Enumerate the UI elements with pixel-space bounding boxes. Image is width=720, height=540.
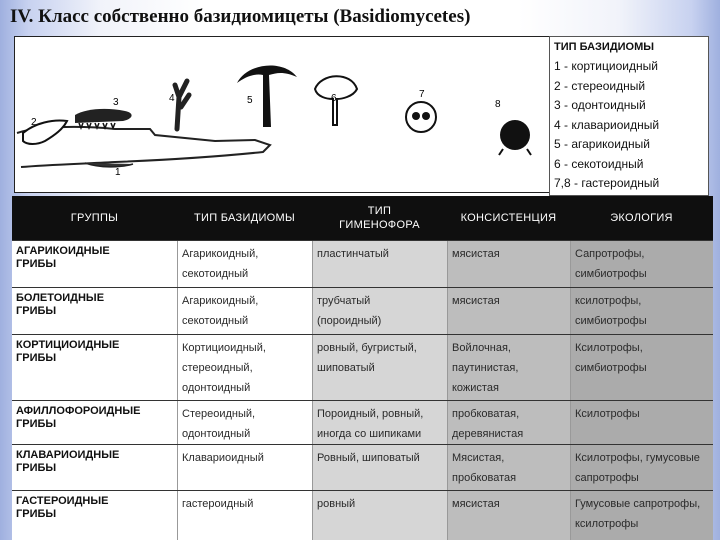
legend-item: 6 - секотоидный [554,156,644,171]
consistency-cell: Мясистая, пробковатая [447,445,570,491]
ecology-cell: Ксилотрофы [570,401,713,445]
legend-item: 3 - одонтоидный [554,98,646,112]
legend [549,36,709,196]
table-row [12,400,713,445]
basidioma-cell: Стереоидный, одонтоидный [177,401,312,445]
table-row [12,334,713,401]
ecology-cell: Сапротрофы, симбиотрофы [570,241,713,288]
legend-item: 2 - стереоидный [554,78,646,93]
table-row [12,287,713,335]
ecology-cell: Гумусовые сапротрофы, ксилотрофы [570,491,713,540]
hymenophore-cell: Ровный, шиповатый [312,445,447,491]
group-cell: КЛАВАРИОИДНЫЕ ГРИБЫ [12,445,177,491]
hymenophore-cell: трубчатый (пороидный) [312,288,447,335]
table-row [12,240,713,288]
ecology-cell: Ксилотрофы, гумусовые сапротрофы [570,445,713,491]
group-cell: ГАСТЕРОИДНЫЕ ГРИБЫ [12,491,177,540]
diagram-label-1: 1 [115,167,121,178]
hymenophore-cell: Пороидный, ровный, иногда со шипиками [312,401,447,445]
diagram-label-2: 2 [31,117,37,128]
diagram-label-3: 3 [113,97,119,108]
basidioma-cell: Агарикоидный, секотоидный [177,241,312,288]
consistency-cell: Войлочная, паутинистая, кожистая [447,335,570,401]
consistency-cell: мясистая [447,491,570,540]
odontoid-illustration [75,109,132,123]
header-groups: ГРУППЫ [70,212,119,224]
hymenophore-cell: ровный, бугристый, шиповатый [312,335,447,401]
basidioma-types-diagram [14,36,550,193]
diagram-label-6: 6 [331,93,337,104]
header-ecology: ЭКОЛОГИЯ [610,212,673,224]
table-row [12,444,713,491]
group-cell: КОРТИЦИОИДНЫЕ ГРИБЫ [12,335,177,401]
basidioma-cell: Кортициоидный, стереоидный, одонтоидный [177,335,312,401]
diagram-label-5: 5 [247,95,253,106]
header-hymenophore-type: ТИП ГИМЕНОФОРА [339,205,420,231]
table-row [12,490,713,540]
header-basidioma-type: ТИП БАЗИДИОМЫ [193,212,296,224]
legend-item: 5 - агарикоидный [554,137,650,151]
gasteroid-illustration [406,102,436,132]
header-consistency: КОНСИСТЕНЦИЯ [460,212,557,224]
clavarioid-illustration [175,81,189,129]
gasteroid-2-illustration [500,120,530,150]
fungi-groups-table [12,196,713,540]
legend-item: 7,8 - гастероидный [554,176,660,190]
table-header [12,196,713,240]
ecology-cell: ксилотрофы, симбиотрофы [570,288,713,335]
agaricoid-illustration [237,66,297,127]
ecology-cell: Ксилотрофы, симбиотрофы [570,335,713,401]
diagram-label-8: 8 [495,99,501,110]
diagram-label-7: 7 [419,89,425,100]
consistency-cell: мясистая [447,241,570,288]
hymenophore-cell: ровный [312,491,447,540]
group-cell: БОЛЕТОИДНЫЕ ГРИБЫ [12,288,177,335]
stereoid-illustration [23,121,67,145]
corticioid-illustration [85,163,133,167]
diagram-label-4: 4 [169,93,175,104]
legend-title: ТИП БАЗИДИОМЫ [554,41,655,53]
group-cell: АФИЛЛОФОРОИДНЫЕ ГРИБЫ [12,401,177,445]
basidioma-cell: Агарикоидный, секотоидный [177,288,312,335]
basidioma-cell: гастероидный [177,491,312,540]
legend-item: 1 - кортициоидный [554,59,658,73]
consistency-cell: мясистая [447,288,570,335]
consistency-cell: пробковатая, деревянистая [447,401,570,445]
group-cell: АГАРИКОИДНЫЕ ГРИБЫ [12,241,177,288]
legend-item: 4 - клавариоидный [554,117,660,132]
hymenophore-cell: пластинчатый [312,241,447,288]
basidioma-cell: Клавариоидный [177,445,312,491]
page-title: IV. Класс собственно базидиомицеты (Basidiomycetes) [10,6,471,27]
